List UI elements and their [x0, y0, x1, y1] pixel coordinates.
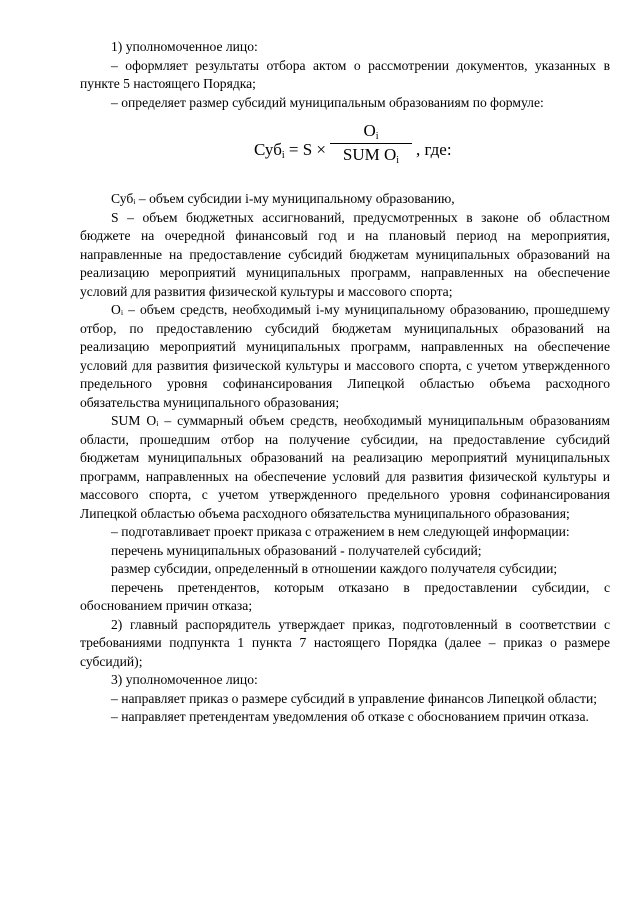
formula-fraction	[330, 122, 412, 164]
paragraph-authorized-person-1: 1) уполномоченное лицо:	[111, 39, 258, 54]
paragraph-subsidy-size: размер субсидии, определенный в отношении каждого получателя субсидии;	[111, 561, 558, 576]
paragraph-prepare-order: – подготавливает проект приказа с отражением в нем следующей информации:	[111, 524, 570, 539]
formula-denominator	[330, 144, 412, 165]
definition-s: S – объем бюджетных ассигнований, предусмотренных в законе об областном бюджете на очередной финансовый год и на плановый период на мероприятия, направленные на предоставление субсидий бюджетам муниципальных образований на реализацию мероприятий муниципальных программ, направленных на обеспечение условий для развития физической культуры и массового спорта;	[80, 209, 610, 299]
definition-sum-o-i: SUM Oᵢ – суммарный объем средств, необходимый муниципальным образованиям области, прошедшим отбор на получение субсидии, на предоставление субсидий бюджетам муниципальных образований на реализацию мероприятий муниципальных программ, направленных на обеспечение условий для развития физической культуры и массового спорта, с учетом утвержденного предельного уровня софинансирования Липецкой областью объема расходного обязательства муниципального образования;	[80, 413, 610, 521]
formula-equals: = S ×	[284, 140, 327, 159]
formula-tail: , где:	[416, 140, 452, 159]
formula-numerator-subscript: i	[375, 131, 379, 142]
formula-numerator	[330, 122, 412, 144]
formula-denominator-symbol: SUM O	[342, 144, 397, 164]
formula-numerator-symbol: O	[363, 121, 376, 140]
formula-lhs-symbol: Суб	[254, 140, 282, 159]
paragraph-approve-order: 2) главный распорядитель утверждает приказ, подготовленный в соответствии с требованиями подпункта 1 пункта 7 настоящего Порядка (далее – приказ о размере субсидий);	[80, 616, 610, 669]
formula-lhs	[254, 141, 326, 160]
formula-lhs-subscript: i	[281, 150, 285, 161]
definition-sub-i: Субᵢ – объем субсидии i-му муниципальному образованию,	[111, 191, 455, 206]
formula-denominator-subscript: i	[396, 154, 400, 166]
paragraph-list-refused: перечень претендентов, которым отказано в предоставлении субсидии, с обоснованием причин отказа;	[80, 579, 610, 613]
paragraph-list-recipients: перечень муниципальных образований - получателей субсидий;	[111, 542, 482, 558]
paragraph-send-refusals: – направляет претендентам уведомления об отказе с обоснованием причин отказа.	[111, 709, 589, 724]
document-page	[80, 38, 610, 727]
paragraph-record-results: – оформляет результаты отбора актом о рассмотрении документов, указанных в пункте 5 настоящего Порядка;	[80, 57, 610, 91]
paragraph-send-order: – направляет приказ о размере субсидий в управление финансов Липецкой области;	[111, 690, 598, 706]
definition-o-i: Oᵢ – объем средств, необходимый i-му муниципальному образованию, прошедшему отбор, по предоставлению субсидий бюджетам муниципальных образований на реализацию мероприятий муниципальных программ, направленных на обеспечение условий для развития физической культуры и массового спорта, с учетом утвержденного предельного уровня софинансирования Липецкой областью объема расходного обязательства муниципального образования;	[80, 302, 610, 410]
subsidy-formula	[80, 120, 610, 178]
paragraph-authorized-person-3: 3) уполномоченное лицо:	[111, 672, 258, 687]
paragraph-determine-size: – определяет размер субсидий муниципальным образованиям по формуле:	[111, 94, 544, 110]
